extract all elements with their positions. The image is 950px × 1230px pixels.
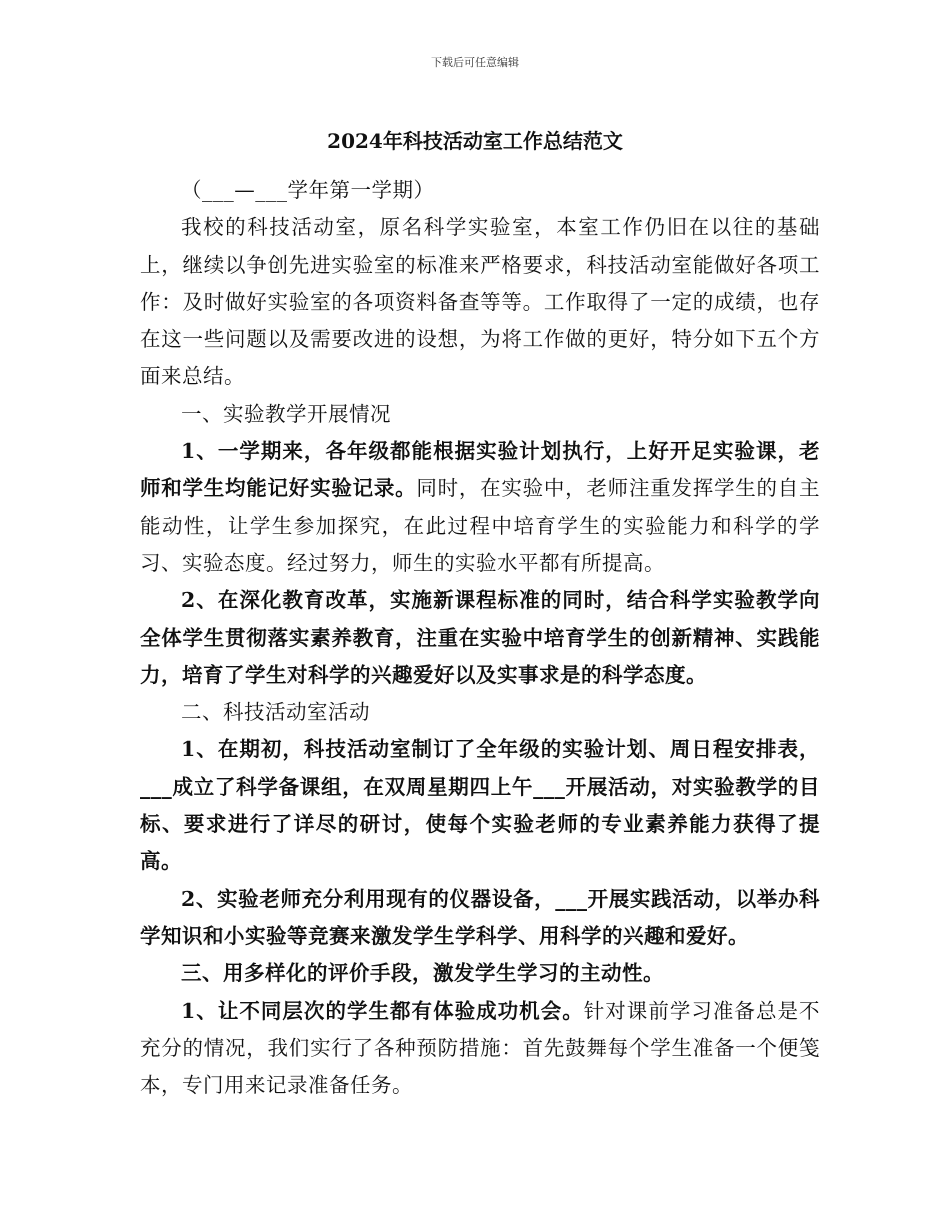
document-title: 2024年科技活动室工作总结范文 (327, 129, 623, 153)
paragraph (140, 955, 820, 992)
paragraph (140, 731, 820, 880)
paragraph (140, 694, 820, 731)
paragraph-text: 2、实验老师充分利用现有的仪器设备，___开展实践活动，以举办科学知识和小实验等竞赛来激发学生学科学、用科学的兴趣和爱好。 (140, 886, 820, 948)
paragraph (140, 396, 820, 433)
paragraph-text: 1、一学期来，各年级都能根据实验计划执行，上好开足实验课，老师和学生均能记好实验记录。 (140, 439, 820, 501)
paragraph-text: 2、在深化教育改革，实施新课程标准的同时，结合科学实验教学向全体学生贯彻落实素养教育，注重在实验中培育学生的创新精神、实践能力，培育了学生对科学的兴趣爱好以及实事求是的科学态度。 (140, 588, 820, 687)
paragraph-text: 三、用多样化的评价手段，激发学生学习的主动性。 (181, 961, 664, 986)
paragraph-text: （___—___学年第一学期） (181, 178, 435, 202)
paragraph (140, 582, 820, 694)
paragraph (140, 209, 820, 395)
document-body (140, 172, 820, 1104)
paragraph-text: 一、实验教学开展情况 (181, 401, 391, 426)
paragraph (140, 881, 820, 956)
paragraph-text: 我校的科技活动室，原名科学实验室，本室工作仍旧在以往的基础上，继续以争创先进实验室的标准来严格要求，科技活动室能做好各项工作：及时做好实验室的各项资料备查等等。工作取得了一定的成绩，也存在这一些问题以及需要改进的设想，为将工作做的更好，特分如下五个方面来总结。 (140, 215, 820, 389)
header-note: 下载后可任意编辑 (431, 56, 519, 69)
paragraph-text: 1、在期初，科技活动室制订了全年级的实验计划、周日程安排表，___成立了科学备课组，在双周星期四上午___开展活动，对实验教学的目标、要求进行了详尽的研讨，使每个实验老师的专业素养能力获得了提高。 (140, 737, 820, 874)
paragraph-text: 二、科技活动室活动 (181, 700, 370, 725)
paragraph-text: 针对课前学习准备总是不充分的情况，我们实行了各种预防措施：首先鼓舞每个学生准备一个便笺本，专门用来记录准备任务。 (140, 998, 821, 1098)
paragraph-text: 1、让不同层次的学生都有体验成功机会。 (181, 998, 584, 1023)
paragraph (140, 172, 820, 209)
paragraph-text: 同时，在实验中，老师注重发挥学生的自主能动性，让学生参加探究，在此过程中培育学生的实验能力和科学的学习、实验态度。经过努力，师生的实验水平都有所提高。 (140, 476, 821, 575)
paragraph (140, 993, 820, 1105)
paragraph (140, 433, 820, 582)
